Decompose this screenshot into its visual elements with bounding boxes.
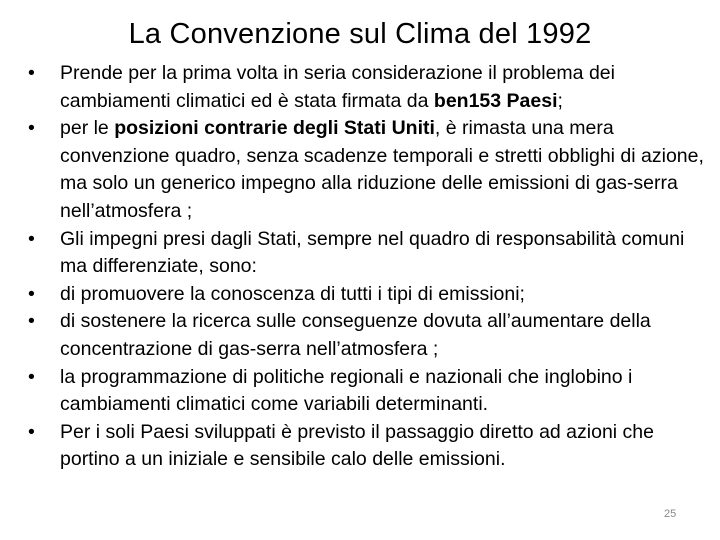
- bullet-text-segment: di sostenere la ricerca sulle conseguenze dovuta all’aumentare della concentrazione di gas-serra nell’atmosfera ;: [60, 310, 651, 360]
- bullet-list: [28, 60, 708, 474]
- bullet-text: [60, 117, 704, 222]
- bullet-dot-icon: •: [28, 227, 35, 250]
- bullet-item: [28, 308, 708, 363]
- bullet-text-bold: ben153 Paesi: [433, 89, 558, 112]
- bullet-text-bold: posizioni contrarie degli Stati Uniti: [114, 117, 435, 140]
- bullet-text: [60, 421, 654, 471]
- bullet-dot-icon: •: [28, 282, 35, 305]
- bullet-text: [60, 228, 684, 278]
- bullet-item: [28, 226, 708, 281]
- bullet-dot-icon: •: [28, 62, 35, 84]
- bullet-text: [60, 283, 525, 305]
- bullet-item: [28, 419, 708, 474]
- bullet-text-segment: di promuovere la conoscenza di tutti i tipi di emissioni;: [60, 282, 525, 305]
- bullet-dot-icon: •: [28, 365, 35, 388]
- bullet-dot-icon: •: [28, 117, 35, 140]
- bullet-item: [28, 115, 708, 225]
- bullet-text-segment: la programmazione di politiche regionali e nazionali che inglobino i cambiamenti climatici come variabili determinanti.: [60, 365, 633, 416]
- page-number: 25: [664, 508, 677, 520]
- bullet-text-segment: Prende per la prima volta in seria considerazione il problema dei cambiamenti climatici ed è stata firmata da: [60, 62, 615, 112]
- bullet-text: [60, 366, 632, 416]
- bullet-item: [28, 281, 708, 309]
- bullet-text-segment: per le: [60, 117, 115, 140]
- bullet-text-segment: , è rimasta una mera convenzione quadro, senza scadenze temporali e stretti obblighi di azione, ma solo un generico impegno alla riduzione delle emissioni di gas-serra nell’atmosfera ;: [60, 117, 704, 222]
- bullet-item: [28, 364, 708, 419]
- bullet-dot-icon: •: [28, 310, 35, 333]
- bullet-text-segment: Per i soli Paesi sviluppati è previsto il passaggio diretto ad azioni che portino a un iniziale e sensibile calo delle emissioni.: [60, 420, 654, 471]
- bullet-text: [60, 62, 615, 112]
- bullet-item: [28, 60, 708, 115]
- bullet-dot-icon: •: [28, 420, 35, 443]
- bullet-text-segment: Gli impegni presi dagli Stati, sempre nel quadro di responsabilità comuni ma differenziate, sono:: [60, 227, 685, 278]
- slide-title: La Convenzione sul Clima del 1992: [128, 18, 592, 50]
- bullet-text-segment: ;: [557, 89, 563, 112]
- bullet-text: [60, 310, 651, 360]
